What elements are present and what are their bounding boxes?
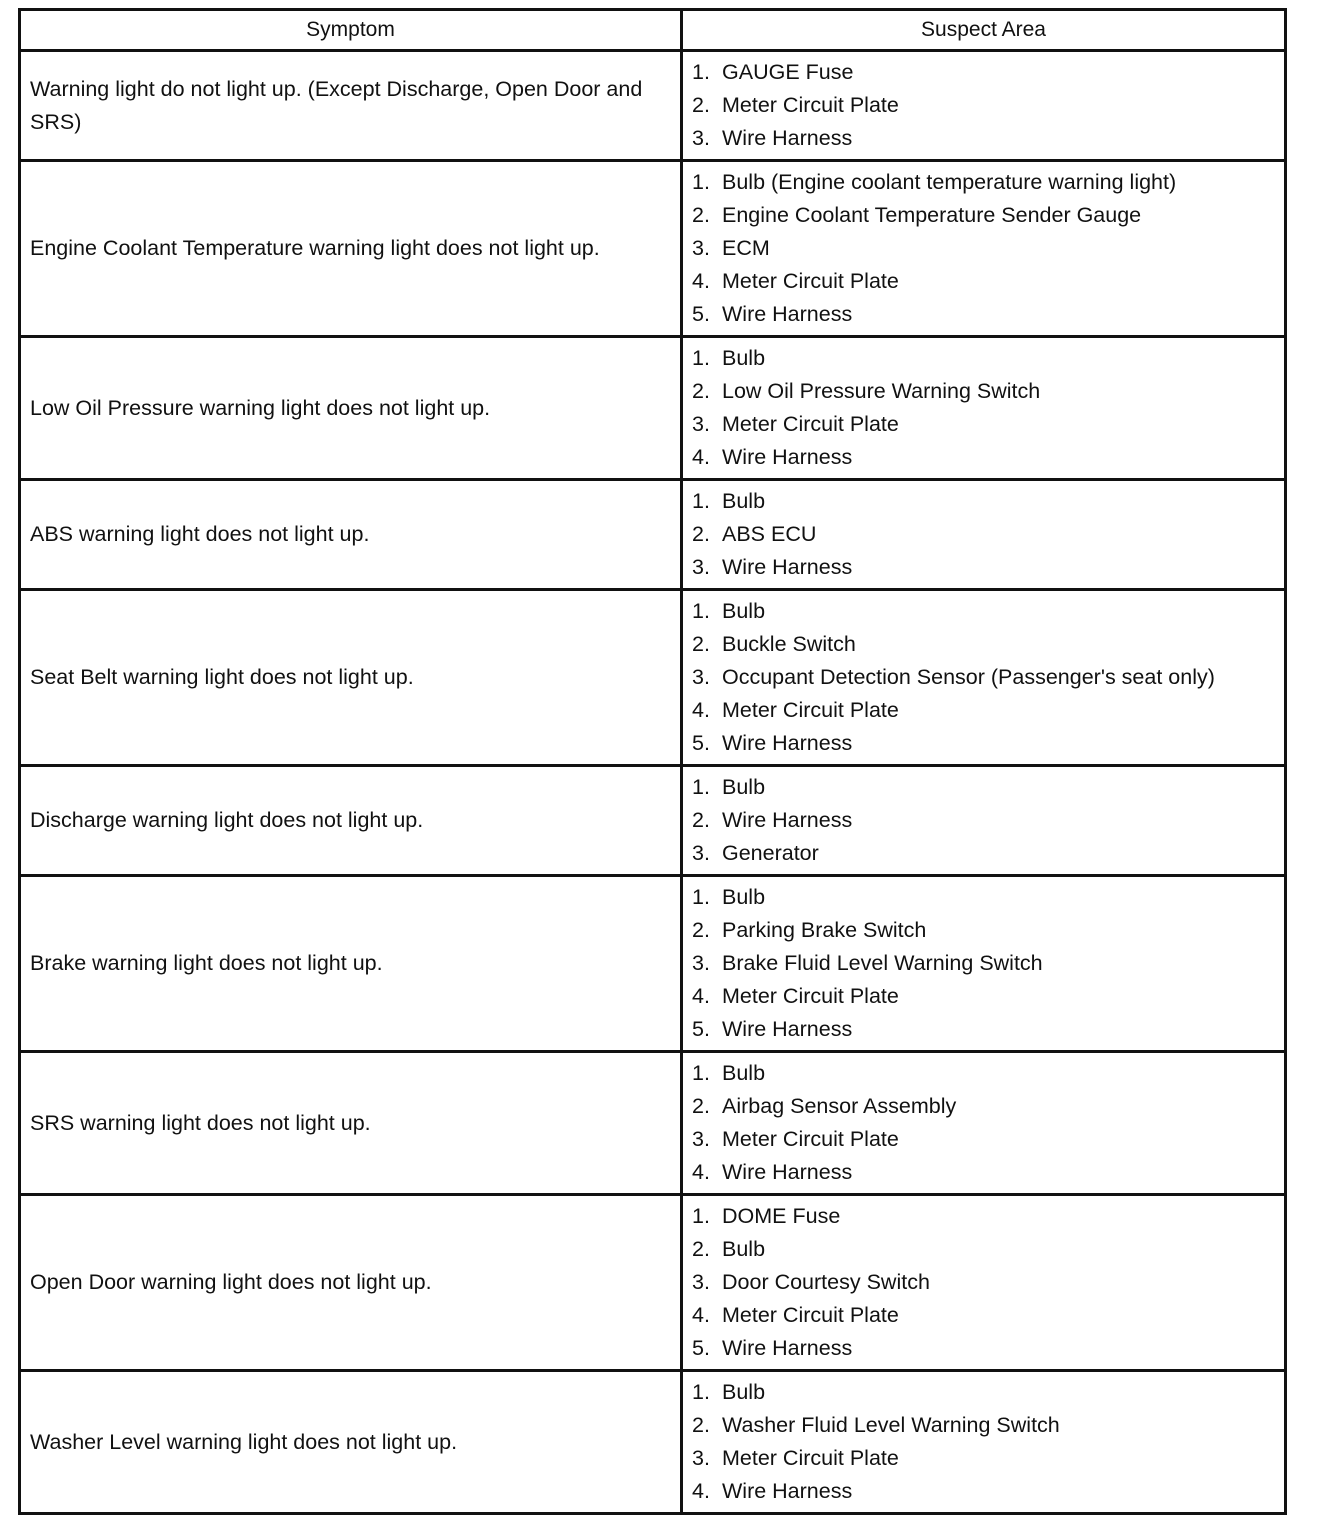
item-number: 3.	[692, 665, 710, 689]
symptom-cell: Brake warning light does not light up.	[20, 876, 682, 1052]
table-body	[20, 51, 1286, 1514]
suspect-area-cell	[682, 480, 1286, 590]
suspect-area-text: Airbag Sensor Assembly	[722, 1094, 957, 1118]
suspect-area-item	[692, 694, 1276, 727]
suspect-area-column-header: Suspect Area	[682, 10, 1286, 51]
suspect-area-text: Bulb	[722, 1061, 766, 1085]
suspect-area-list	[692, 342, 1276, 474]
suspect-area-text: Bulb	[722, 1380, 766, 1404]
suspect-area-text: ABS ECU	[722, 522, 817, 546]
suspect-area-item	[692, 375, 1276, 408]
suspect-area-item	[692, 1233, 1276, 1266]
suspect-area-item	[692, 166, 1276, 199]
item-number: 2.	[692, 93, 710, 117]
suspect-area-text: Parking Brake Switch	[722, 918, 927, 942]
item-number: 4.	[692, 1479, 710, 1503]
suspect-area-list	[692, 1057, 1276, 1189]
suspect-area-item	[692, 628, 1276, 661]
item-number: 4.	[692, 984, 710, 1008]
suspect-area-item	[692, 1156, 1276, 1189]
suspect-area-item	[692, 1332, 1276, 1365]
suspect-area-text: Meter Circuit Plate	[722, 269, 899, 293]
suspect-area-list	[692, 56, 1276, 155]
item-number: 3.	[692, 1270, 710, 1294]
item-number: 4.	[692, 1303, 710, 1327]
table-row	[20, 51, 1286, 161]
item-number: 4.	[692, 698, 710, 722]
suspect-area-item	[692, 232, 1276, 265]
symptom-cell: Discharge warning light does not light up.	[20, 766, 682, 876]
symptom-cell: Washer Level warning light does not light up.	[20, 1371, 682, 1514]
suspect-area-item	[692, 265, 1276, 298]
item-number: 3.	[692, 236, 710, 260]
suspect-area-item	[692, 1200, 1276, 1233]
suspect-area-item	[692, 1090, 1276, 1123]
suspect-area-item	[692, 1475, 1276, 1508]
table-row	[20, 1052, 1286, 1195]
suspect-area-text: Low Oil Pressure Warning Switch	[722, 379, 1041, 403]
suspect-area-text: Meter Circuit Plate	[722, 698, 899, 722]
suspect-area-item	[692, 551, 1276, 584]
suspect-area-cell	[682, 1195, 1286, 1371]
suspect-area-text: Wire Harness	[722, 731, 853, 755]
suspect-area-text: Meter Circuit Plate	[722, 1446, 899, 1470]
item-number: 1.	[692, 885, 710, 909]
suspect-area-item	[692, 298, 1276, 331]
suspect-area-item	[692, 1057, 1276, 1090]
item-number: 3.	[692, 841, 710, 865]
table-row	[20, 1371, 1286, 1514]
table-row	[20, 1195, 1286, 1371]
item-number: 4.	[692, 1160, 710, 1184]
item-number: 3.	[692, 126, 710, 150]
symptom-cell: ABS warning light does not light up.	[20, 480, 682, 590]
suspect-area-cell	[682, 1052, 1286, 1195]
suspect-area-list	[692, 1200, 1276, 1365]
suspect-area-item	[692, 804, 1276, 837]
suspect-area-item	[692, 89, 1276, 122]
table-row	[20, 590, 1286, 766]
item-number: 1.	[692, 775, 710, 799]
item-number: 2.	[692, 522, 710, 546]
suspect-area-text: Wire Harness	[722, 1336, 853, 1360]
table-row	[20, 766, 1286, 876]
suspect-area-text: Meter Circuit Plate	[722, 1303, 899, 1327]
suspect-area-item	[692, 1266, 1276, 1299]
item-number: 4.	[692, 269, 710, 293]
suspect-area-item	[692, 342, 1276, 375]
item-number: 2.	[692, 203, 710, 227]
symptom-cell: Seat Belt warning light does not light up.	[20, 590, 682, 766]
suspect-area-text: Bulb	[722, 599, 766, 623]
symptom-cell: Warning light do not light up. (Except Discharge, Open Door and SRS)	[20, 51, 682, 161]
suspect-area-item	[692, 518, 1276, 551]
symptom-cell: Low Oil Pressure warning light does not light up.	[20, 337, 682, 480]
suspect-area-text: Wire Harness	[722, 445, 853, 469]
suspect-area-list	[692, 166, 1276, 331]
suspect-area-item	[692, 408, 1276, 441]
suspect-area-item	[692, 441, 1276, 474]
item-number: 5.	[692, 731, 710, 755]
item-number: 1.	[692, 170, 710, 194]
item-number: 2.	[692, 1237, 710, 1261]
suspect-area-text: ECM	[722, 236, 770, 260]
item-number: 4.	[692, 445, 710, 469]
suspect-area-cell	[682, 876, 1286, 1052]
suspect-area-item	[692, 881, 1276, 914]
suspect-area-item	[692, 1013, 1276, 1046]
item-number: 3.	[692, 951, 710, 975]
item-number: 2.	[692, 918, 710, 942]
symptom-cell: Open Door warning light does not light up.	[20, 1195, 682, 1371]
suspect-area-item	[692, 1409, 1276, 1442]
symptom-cell: Engine Coolant Temperature warning light does not light up.	[20, 161, 682, 337]
suspect-area-list	[692, 771, 1276, 870]
table-row	[20, 876, 1286, 1052]
item-number: 3.	[692, 555, 710, 579]
suspect-area-item	[692, 485, 1276, 518]
suspect-area-item	[692, 56, 1276, 89]
suspect-area-text: Meter Circuit Plate	[722, 93, 899, 117]
item-number: 1.	[692, 1380, 710, 1404]
suspect-area-text: Meter Circuit Plate	[722, 984, 899, 1008]
item-number: 3.	[692, 412, 710, 436]
suspect-area-item	[692, 595, 1276, 628]
suspect-area-item	[692, 1442, 1276, 1475]
suspect-area-text: Washer Fluid Level Warning Switch	[722, 1413, 1060, 1437]
item-number: 2.	[692, 379, 710, 403]
suspect-area-cell	[682, 1371, 1286, 1514]
suspect-area-list	[692, 1376, 1276, 1508]
suspect-area-text: Bulb	[722, 346, 766, 370]
suspect-area-cell	[682, 51, 1286, 161]
suspect-area-text: Meter Circuit Plate	[722, 1127, 899, 1151]
suspect-area-list	[692, 881, 1276, 1046]
suspect-area-text: Wire Harness	[722, 1017, 853, 1041]
header-row	[20, 10, 1286, 51]
suspect-area-item	[692, 980, 1276, 1013]
item-number: 1.	[692, 599, 710, 623]
item-number: 2.	[692, 1413, 710, 1437]
suspect-area-cell	[682, 161, 1286, 337]
table-row	[20, 161, 1286, 337]
suspect-area-text: Generator	[722, 841, 819, 865]
item-number: 2.	[692, 632, 710, 656]
suspect-area-item	[692, 771, 1276, 804]
suspect-area-item	[692, 1299, 1276, 1332]
item-number: 1.	[692, 346, 710, 370]
suspect-area-item	[692, 1376, 1276, 1409]
symptom-table	[18, 8, 1287, 1515]
item-number: 3.	[692, 1127, 710, 1151]
suspect-area-item	[692, 122, 1276, 155]
suspect-area-text: GAUGE Fuse	[722, 60, 854, 84]
suspect-area-text: DOME Fuse	[722, 1204, 841, 1228]
suspect-area-list	[692, 485, 1276, 584]
suspect-area-text: Wire Harness	[722, 1160, 853, 1184]
item-number: 2.	[692, 1094, 710, 1118]
suspect-area-item	[692, 947, 1276, 980]
suspect-area-item	[692, 1123, 1276, 1156]
item-number: 5.	[692, 1017, 710, 1041]
suspect-area-cell	[682, 590, 1286, 766]
suspect-area-text: Bulb	[722, 885, 766, 909]
suspect-area-text: Buckle Switch	[722, 632, 856, 656]
suspect-area-item	[692, 199, 1276, 232]
suspect-area-text: Wire Harness	[722, 555, 853, 579]
suspect-area-item	[692, 837, 1276, 870]
item-number: 1.	[692, 1204, 710, 1228]
item-number: 5.	[692, 302, 710, 326]
symptom-cell: SRS warning light does not light up.	[20, 1052, 682, 1195]
troubleshooting-sheet	[18, 8, 1284, 1515]
suspect-area-text: Wire Harness	[722, 1479, 853, 1503]
suspect-area-item	[692, 914, 1276, 947]
item-number: 5.	[692, 1336, 710, 1360]
suspect-area-text: Wire Harness	[722, 808, 853, 832]
item-number: 2.	[692, 808, 710, 832]
suspect-area-text: Door Courtesy Switch	[722, 1270, 930, 1294]
suspect-area-cell	[682, 337, 1286, 480]
item-number: 3.	[692, 1446, 710, 1470]
item-number: 1.	[692, 1061, 710, 1085]
table-row	[20, 480, 1286, 590]
suspect-area-cell	[682, 766, 1286, 876]
suspect-area-text: Wire Harness	[722, 126, 853, 150]
suspect-area-text: Bulb (Engine coolant temperature warning light)	[722, 170, 1177, 194]
table-row	[20, 337, 1286, 480]
suspect-area-text: Wire Harness	[722, 302, 853, 326]
suspect-area-item	[692, 727, 1276, 760]
suspect-area-list	[692, 595, 1276, 760]
suspect-area-text: Bulb	[722, 1237, 766, 1261]
item-number: 1.	[692, 489, 710, 513]
suspect-area-text: Brake Fluid Level Warning Switch	[722, 951, 1043, 975]
item-number: 1.	[692, 60, 710, 84]
suspect-area-text: Occupant Detection Sensor (Passenger's seat only)	[722, 665, 1215, 689]
suspect-area-text: Engine Coolant Temperature Sender Gauge	[722, 203, 1142, 227]
suspect-area-text: Bulb	[722, 489, 766, 513]
symptom-column-header: Symptom	[20, 10, 682, 51]
suspect-area-text: Bulb	[722, 775, 766, 799]
suspect-area-item	[692, 661, 1276, 694]
suspect-area-text: Meter Circuit Plate	[722, 412, 899, 436]
